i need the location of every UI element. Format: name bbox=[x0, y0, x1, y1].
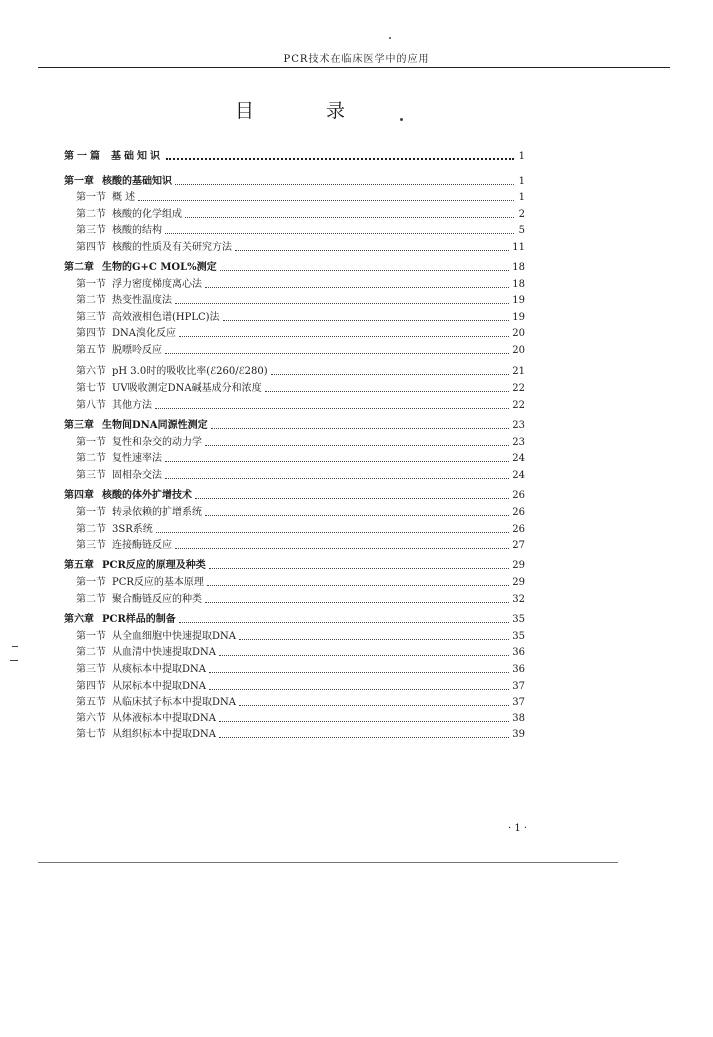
dot-leader bbox=[265, 390, 510, 392]
toc-entry-number: 第一节 bbox=[76, 577, 106, 588]
toc-entry-number: 第一章 bbox=[64, 176, 94, 187]
scan-speck bbox=[10, 660, 18, 661]
toc-entry-page: 35 bbox=[512, 631, 525, 642]
toc-entry-title: 从血清中快速提取DNA bbox=[112, 647, 216, 658]
dot-leader bbox=[209, 567, 509, 569]
dot-leader bbox=[175, 183, 514, 185]
toc-entry-number: 第二节 bbox=[76, 594, 106, 605]
toc-section-row bbox=[64, 324, 525, 340]
toc-section-row bbox=[64, 379, 525, 395]
toc-section-row bbox=[64, 660, 525, 676]
scan-speck bbox=[389, 37, 391, 39]
toc-entry-page: 21 bbox=[512, 366, 525, 377]
toc-entry-title: 核酸的化学组成 bbox=[112, 209, 182, 220]
dot-leader bbox=[185, 216, 514, 218]
toc-entry-page: 19 bbox=[512, 295, 525, 306]
toc-section-row bbox=[64, 362, 525, 378]
toc-entry-number: 第三章 bbox=[64, 420, 94, 431]
toc-chapter-row bbox=[64, 486, 525, 502]
toc-entry-title: PCR样品的制备 bbox=[102, 614, 176, 625]
toc-entry-page: 24 bbox=[512, 453, 525, 464]
toc-chapter-row bbox=[64, 416, 525, 432]
toc-entry-title: 从临床拭子标本中提取DNA bbox=[112, 697, 236, 708]
toc-section-row bbox=[64, 396, 525, 412]
dot-leader bbox=[166, 157, 514, 160]
dot-leader bbox=[219, 654, 509, 656]
header-rule bbox=[38, 67, 670, 68]
toc-section-row bbox=[64, 291, 525, 307]
toc-entry-page: 18 bbox=[512, 262, 525, 273]
toc-entry-number: 第二节 bbox=[76, 524, 106, 535]
dot-leader bbox=[219, 736, 509, 738]
dot-leader bbox=[205, 514, 509, 516]
toc-entry-page: 18 bbox=[512, 279, 525, 290]
dot-leader bbox=[271, 373, 510, 375]
toc-entry-page: 38 bbox=[512, 713, 525, 724]
dot-leader bbox=[165, 232, 514, 234]
toc-entry-number: 第六节 bbox=[76, 366, 106, 377]
toc-entry-page: 36 bbox=[512, 647, 525, 658]
toc-entry-page: 23 bbox=[512, 420, 525, 431]
toc-section-row bbox=[64, 643, 525, 659]
toc-entry-number: 第三节 bbox=[76, 540, 106, 551]
toc-section-row bbox=[64, 275, 525, 291]
toc-entry-page: 23 bbox=[512, 437, 525, 448]
toc-entry-number: 第一节 bbox=[76, 279, 106, 290]
toc-entry-page: 32 bbox=[512, 594, 525, 605]
dot-leader bbox=[235, 249, 509, 251]
toc-section-row bbox=[64, 238, 525, 254]
toc-entry-page: 24 bbox=[512, 470, 525, 481]
dot-leader bbox=[165, 352, 509, 354]
toc-section-row bbox=[64, 709, 525, 725]
toc-section-row bbox=[64, 449, 525, 465]
dot-leader bbox=[205, 444, 509, 446]
toc-entry-title: 生物的G+C MOL%测定 bbox=[102, 262, 217, 273]
dot-leader bbox=[175, 547, 509, 549]
toc-section-row bbox=[64, 221, 525, 237]
toc-entry-page: 22 bbox=[512, 400, 525, 411]
page-number: · 1 · bbox=[508, 823, 528, 834]
toc-section-row bbox=[64, 536, 525, 552]
toc-entry-page: 35 bbox=[512, 614, 525, 625]
page-title bbox=[235, 96, 345, 123]
toc-entry-title: 连接酶链反应 bbox=[112, 540, 172, 551]
dot-leader bbox=[209, 688, 509, 690]
toc-entry-number: 第五节 bbox=[76, 697, 106, 708]
toc-entry-number: 第三节 bbox=[76, 470, 106, 481]
dot-leader bbox=[179, 335, 509, 337]
dot-leader bbox=[155, 407, 509, 409]
toc-entry-title: 复性和杂交的动力学 bbox=[112, 437, 202, 448]
toc-chapter-row bbox=[64, 172, 525, 188]
toc-entry-number: 第一节 bbox=[76, 631, 106, 642]
toc-entry-page: 27 bbox=[512, 540, 525, 551]
toc-entry-page: 26 bbox=[512, 524, 525, 535]
toc-entry-number: 第四节 bbox=[76, 681, 106, 692]
dot-leader bbox=[223, 319, 510, 321]
toc-entry-number: 第二节 bbox=[76, 453, 106, 464]
toc-entry-number: 第三节 bbox=[76, 664, 106, 675]
toc-entry-title: PCR反应的基本原理 bbox=[112, 577, 204, 588]
toc-entry-title: 聚合酶链反应的种类 bbox=[112, 594, 202, 605]
toc-entry-title: 从尿标本中提取DNA bbox=[112, 681, 206, 692]
toc-section-row bbox=[64, 677, 525, 693]
toc-entry-title: 从全血细胞中快速提取DNA bbox=[112, 631, 236, 642]
toc-section-row bbox=[64, 627, 525, 643]
dot-leader bbox=[211, 427, 510, 429]
toc-chapter-row bbox=[64, 258, 525, 274]
dot-leader bbox=[209, 671, 509, 673]
dot-leader bbox=[175, 302, 509, 304]
dot-leader bbox=[179, 621, 509, 623]
toc-entry-title: UV吸收测定DNA碱基成分和浓度 bbox=[112, 383, 262, 394]
dot-leader bbox=[165, 460, 509, 462]
toc-entry-title: 核酸的体外扩增技术 bbox=[102, 490, 192, 501]
toc-entry-page: 29 bbox=[512, 577, 525, 588]
toc-entry-page: 20 bbox=[512, 345, 525, 356]
dot-leader bbox=[156, 531, 510, 533]
toc-entry-page: 39 bbox=[512, 729, 525, 740]
toc-entry-number: 第二节 bbox=[76, 209, 106, 220]
toc-section-row bbox=[64, 503, 525, 519]
toc-entry-number: 第四节 bbox=[76, 242, 106, 253]
toc-entry-page: 1 bbox=[518, 192, 525, 203]
toc-entry-title: DNA溴化反应 bbox=[112, 328, 176, 339]
toc-entry-title: 高效液相色谱(HPLC)法 bbox=[112, 312, 220, 323]
toc-section-row bbox=[64, 590, 525, 606]
toc-section-row bbox=[64, 693, 525, 709]
toc-entry-number: 第八节 bbox=[76, 400, 106, 411]
title-char-2: 录 bbox=[325, 100, 345, 122]
toc-entry-number: 第七节 bbox=[76, 383, 106, 394]
toc-entry-page: 20 bbox=[512, 328, 525, 339]
dot-leader bbox=[165, 477, 509, 479]
scan-speck bbox=[12, 646, 18, 647]
toc-section-row bbox=[64, 573, 525, 589]
toc-entry-number: 第一节 bbox=[76, 507, 106, 518]
toc-section-row bbox=[64, 205, 525, 221]
toc-section-row bbox=[64, 520, 525, 536]
toc-entry-page: 1 bbox=[518, 151, 525, 162]
toc-entry-page: 2 bbox=[518, 209, 525, 220]
title-char-1: 目 bbox=[235, 100, 255, 122]
toc-entry-number: 第四节 bbox=[76, 328, 106, 339]
toc-entry-title: 热变性温度法 bbox=[112, 295, 172, 306]
toc-entry-number: 第一节 bbox=[76, 192, 106, 203]
toc-entry-page: 36 bbox=[512, 664, 525, 675]
toc-entry-number: 第六章 bbox=[64, 614, 94, 625]
toc-entry-title: 核酸的结构 bbox=[112, 225, 162, 236]
toc-entry-number: 第二节 bbox=[76, 647, 106, 658]
toc-entry-number: 第一节 bbox=[76, 437, 106, 448]
toc-entry-title: 3SR系统 bbox=[112, 524, 153, 535]
toc-entry-title: 基础知识 bbox=[111, 151, 163, 162]
dot-leader bbox=[219, 720, 509, 722]
toc-entry-number: 第六节 bbox=[76, 713, 106, 724]
toc-entry-number: 第三节 bbox=[76, 312, 106, 323]
toc-entry-title: 核酸的基础知识 bbox=[102, 176, 172, 187]
toc-entry-page: 1 bbox=[518, 176, 525, 187]
dot-leader bbox=[195, 497, 509, 499]
toc-section-row bbox=[64, 308, 525, 324]
toc-entry-page: 19 bbox=[512, 312, 525, 323]
toc-section-row bbox=[64, 341, 525, 357]
toc-entry-page: 26 bbox=[512, 490, 525, 501]
toc-section-row bbox=[64, 188, 525, 204]
footer-rule bbox=[38, 862, 618, 863]
toc-entry-title: 从体液标本中提取DNA bbox=[112, 713, 216, 724]
toc-entry-page: 37 bbox=[512, 681, 525, 692]
toc-entry-page: 22 bbox=[512, 383, 525, 394]
dot-leader bbox=[220, 269, 510, 271]
running-header: PCR技术在临床医学中的应用 bbox=[283, 54, 430, 65]
scan-speck bbox=[400, 118, 403, 121]
toc-entry-number: 第五章 bbox=[64, 560, 94, 571]
dot-leader bbox=[138, 199, 514, 201]
toc-entry-title: 转录依赖的扩增系统 bbox=[112, 507, 202, 518]
toc-entry-number: 第七节 bbox=[76, 729, 106, 740]
toc-entry-title: 核酸的性质及有关研究方法 bbox=[112, 242, 232, 253]
toc-entry-page: 29 bbox=[512, 560, 525, 571]
toc-entry-title: 其他方法 bbox=[112, 400, 152, 411]
dot-leader bbox=[239, 704, 509, 706]
toc-entry-number: 第二章 bbox=[64, 262, 94, 273]
toc-chapter-row bbox=[64, 610, 525, 626]
toc-section-row bbox=[64, 466, 525, 482]
toc-entry-number: 第一篇 bbox=[64, 151, 103, 162]
dot-leader bbox=[239, 638, 509, 640]
toc-entry-title: PCR反应的原理及种类 bbox=[102, 560, 206, 571]
toc-entry-title: 生物间DNA同源性测定 bbox=[102, 420, 208, 431]
dot-leader bbox=[207, 584, 509, 586]
dot-leader bbox=[205, 601, 509, 603]
toc-chapter-row bbox=[64, 556, 525, 572]
toc-entry-title: 浮力密度梯度离心法 bbox=[112, 279, 202, 290]
toc-entry-title: 固相杂交法 bbox=[112, 470, 162, 481]
toc-entry-title: pH 3.0时的吸收比率(ℰ260/ℰ280) bbox=[112, 366, 268, 377]
toc-entry-page: 11 bbox=[512, 242, 525, 253]
toc-entry-title: 从组织标本中提取DNA bbox=[112, 729, 216, 740]
toc-entry-title: 脱嘌呤反应 bbox=[112, 345, 162, 356]
toc-section-row bbox=[64, 725, 525, 741]
toc-entry-title: 复性速率法 bbox=[112, 453, 162, 464]
toc-entry-title: 概 述 bbox=[112, 192, 136, 203]
toc-entry-number: 第四章 bbox=[64, 490, 94, 501]
toc-entry-number: 第三节 bbox=[76, 225, 106, 236]
toc-entry-title: 从痰标本中提取DNA bbox=[112, 664, 206, 675]
toc-entry-page: 37 bbox=[512, 697, 525, 708]
toc-entry-number: 第五节 bbox=[76, 345, 106, 356]
toc-section-row bbox=[64, 433, 525, 449]
toc-entry-number: 第二节 bbox=[76, 295, 106, 306]
toc-entry-page: 5 bbox=[518, 225, 525, 236]
dot-leader bbox=[205, 286, 509, 288]
toc-entry-page: 26 bbox=[512, 507, 525, 518]
toc-part-row bbox=[64, 147, 525, 163]
